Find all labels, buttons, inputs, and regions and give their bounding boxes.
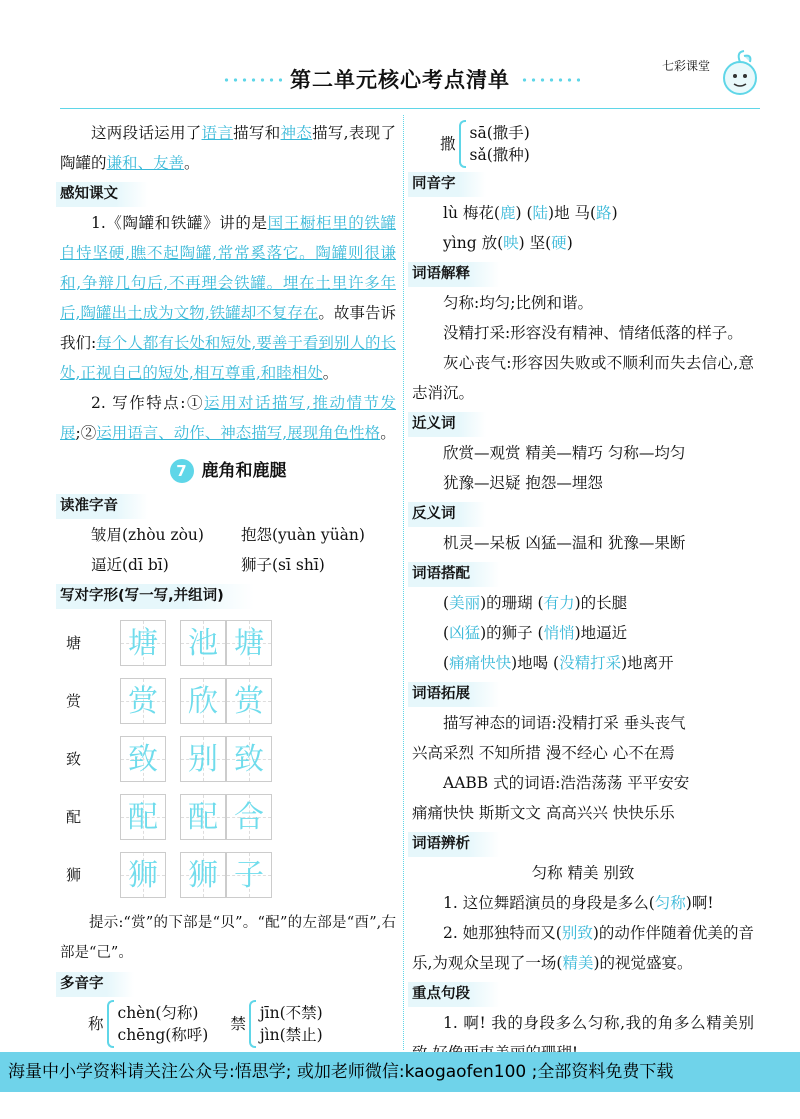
page-title: 第二单元核心考点清单	[290, 68, 510, 92]
collocation-row-2: (凶猛)的狮子 (悄悄)地逼近	[443, 624, 628, 642]
brace-icon	[107, 1000, 114, 1048]
practice-box: 赏	[120, 678, 166, 724]
char-grid	[60, 614, 396, 904]
brace-icon	[459, 120, 466, 168]
section-synonym: 近义词	[408, 412, 486, 437]
header-rule	[60, 108, 760, 109]
explanation-item: 匀称:均匀;比例和谐。	[443, 294, 593, 312]
section-discrimination: 词语辨析	[408, 832, 500, 857]
polyphone-item: 撒 sā(撒手) sǎ(撒种)	[412, 120, 754, 168]
intro-paragraph: 这两段话运用了语言描写和神态描写,表现了陶罐的谦和、友善。	[60, 124, 396, 172]
collocation-row-3: (痛痛快快)地喝 (没精打采)地离开	[443, 654, 674, 672]
practice-box: 狮	[120, 852, 166, 898]
lesson-title: 鹿角和鹿腿	[201, 461, 287, 481]
section-collocation: 词语搭配	[408, 562, 500, 587]
section-pronunciation: 读准字音	[56, 494, 148, 519]
section-antonym: 反义词	[408, 502, 486, 527]
lesson-heading	[60, 456, 396, 486]
practice-box: 池	[180, 620, 226, 666]
homophone-row-2: yìng 放(映) 坚(硬)	[443, 234, 573, 252]
header-dots-right	[520, 78, 580, 82]
practice-box: 塘	[120, 620, 166, 666]
section-polyphone: 多音字	[56, 972, 134, 997]
polyphone-item: 称 chèn(匀称) chēng(称呼)	[88, 1000, 208, 1048]
left-column	[60, 118, 396, 1048]
polyphone-group	[60, 1000, 396, 1048]
perceive-item-2: 2. 写作特点:①运用对话描写,推动情节发展;②运用语言、动作、神态描写,展现角色性格。	[60, 394, 396, 442]
practice-box: 塘	[226, 620, 272, 666]
perceive-item-1: 1.《陶罐和铁罐》讲的是国王橱柜里的铁罐自恃坚硬,瞧不起陶罐,常常奚落它。陶罐则很谦和,争辩几句后,不再理会铁罐。埋在土里许多年后,陶罐出土成为文物,铁罐却不复存在。故事告诉我们:每个人都有长处和短处,要善于看到别人的长处,正视自己的短处,相互尊重,和睦相处。	[60, 214, 396, 382]
discrimination-item-1: 1. 这位舞蹈演员的身段是多么(匀称)啊!	[443, 894, 714, 912]
section-explanation: 词语解释	[408, 262, 500, 287]
pronunciation-row-1: 皱眉(zhòu zòu) 抱怨(yuàn yüàn)	[91, 526, 365, 544]
mascot-logo-icon	[714, 48, 766, 100]
section-homophone: 同音字	[408, 172, 486, 197]
column-divider	[403, 115, 404, 1050]
practice-box: 别	[180, 736, 226, 782]
practice-box: 子	[226, 852, 272, 898]
antonym-row: 机灵—呆板 凶猛—温和 犹豫—果断	[443, 534, 686, 552]
practice-box: 配	[120, 794, 166, 840]
char-grid-row: 狮 狮 狮 子	[66, 846, 396, 904]
section-perceive: 感知课文	[56, 182, 148, 207]
footer-banner: 海量中小学资料请关注公众号:悟思学; 或加老师微信:kaogaofen100 ;全部资料免费下载	[0, 1052, 800, 1092]
practice-box: 致	[226, 736, 272, 782]
synonym-row: 欣赏—观赏 精美—精巧 匀称—均匀	[443, 444, 686, 462]
practice-box: 赏	[226, 678, 272, 724]
char-grid-row: 塘 塘 池 塘	[66, 614, 396, 672]
practice-box: 欣	[180, 678, 226, 724]
expansion-row: AABB 式的词语:浩浩荡荡 平平安安	[443, 774, 690, 792]
brand-label: 七彩课堂	[661, 59, 710, 73]
char-grid-row: 配 配 配 合	[66, 788, 396, 846]
section-key-sentences: 重点句段	[408, 982, 500, 1007]
expansion-row: 描写神态的词语:没精打采 垂头丧气	[443, 714, 686, 732]
char-grid-row: 致 致 别 致	[66, 730, 396, 788]
expansion-row: 痛痛快快 斯斯文文 高高兴兴 快快乐乐	[412, 804, 675, 822]
lesson-number: 7	[170, 459, 194, 483]
tip-text: 提示:“赏”的下部是“贝”。“配”的左部是“酉”,右部是“己”。	[60, 915, 396, 961]
brace-icon	[249, 1000, 256, 1048]
discrimination-item-2: 2. 她那独特而又(别致)的动作伴随着优美的音乐,为观众呈现了一场(精美)的视觉盛宴。	[412, 924, 754, 972]
collocation-row-1: (美丽)的珊瑚 (有力)的长腿	[443, 594, 628, 612]
explanation-item: 灰心丧气:形容因失败或不顺利而失去信心,意志消沉。	[412, 354, 754, 402]
right-column	[412, 118, 754, 1068]
section-expansion: 词语拓展	[408, 682, 500, 707]
homophone-row-1: lù 梅花(鹿) (陆)地 马(路)	[443, 204, 618, 222]
char-grid-row: 赏 赏 欣 赏	[66, 672, 396, 730]
discrimination-words: 匀称 精美 别致	[531, 864, 635, 882]
key-sentence-item: 1. 啊! 我的身段多么匀称,我的角多么精美别	[443, 1014, 754, 1032]
section-write-chars: 写对字形(写一写,并组词)	[56, 584, 254, 609]
pronunciation-row-2: 逼近(dī bī) 狮子(sī shī)	[91, 556, 325, 574]
practice-box: 配	[180, 794, 226, 840]
polyphone-item: 禁 jīn(不禁) jìn(禁止)	[230, 1000, 322, 1048]
practice-box: 合	[226, 794, 272, 840]
expansion-row: 兴高采烈 不知所措 漫不经心 心不在焉	[412, 744, 675, 762]
practice-box: 狮	[180, 852, 226, 898]
synonym-row: 犹豫—迟疑 抱怨—埋怨	[443, 474, 603, 492]
explanation-item: 没精打采:形容没有精神、情绪低落的样子。	[443, 324, 743, 342]
practice-box: 致	[120, 736, 166, 782]
